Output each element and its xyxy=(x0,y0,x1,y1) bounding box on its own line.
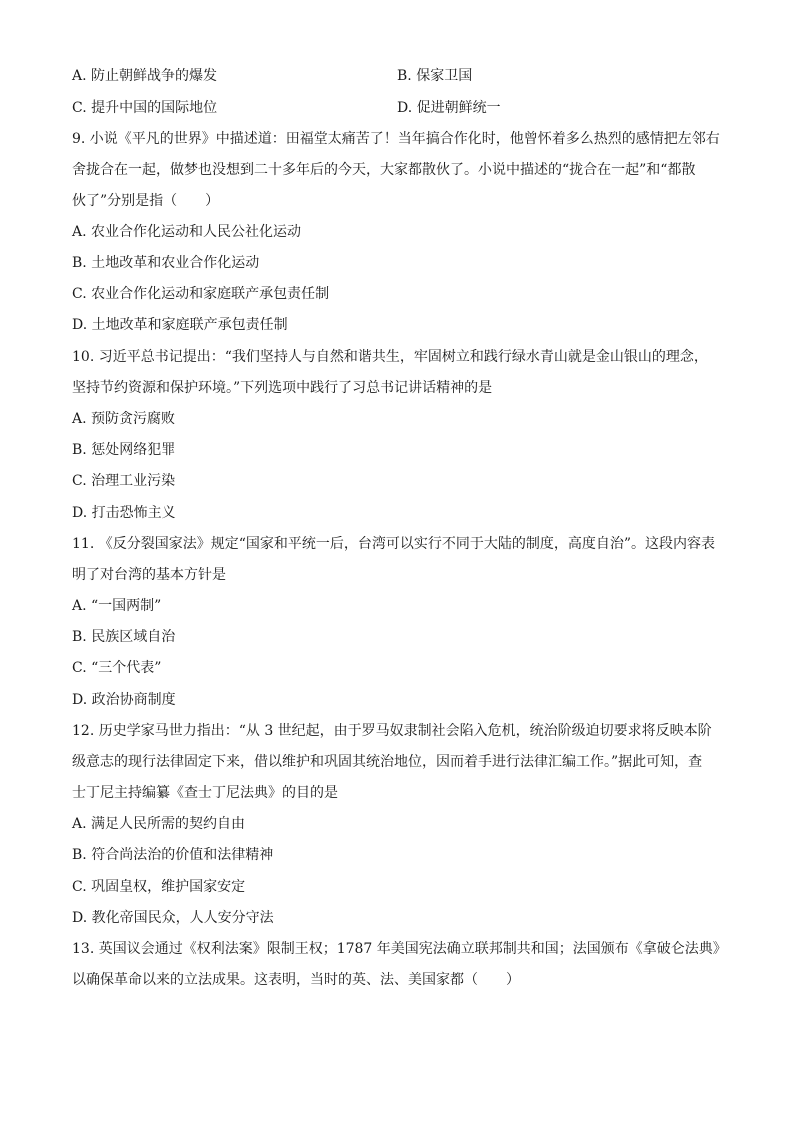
q12-option-d: D. 教化帝国民众，人人安分守法 xyxy=(72,910,274,926)
q12-stem-line-2: 级意志的现行法律固定下来，借以维护和巩固其统治地位，因而着手进行法律汇编工作。”据此可知，查 xyxy=(72,754,703,770)
q10-option-a: A. 预防贪污腐败 xyxy=(72,411,176,427)
q9-stem-line-3: 伙了”分别是指（ ） xyxy=(72,193,220,209)
q12-option-c: C. 巩固皇权，维护国家安定 xyxy=(72,879,246,895)
q9-stem-line-2: 舍拢合在一起，做梦也没想到二十多年后的今天，大家都散伙了。小说中描述的“拢合在一起”和“都散 xyxy=(72,162,696,178)
q9-option-b: B. 土地改革和农业合作化运动 xyxy=(72,255,260,271)
q13-stem-line-2: 以确保革命以来的立法成果。这表明，当时的英、法、美国家都（ ） xyxy=(72,972,520,988)
q11-option-c: C. “三个代表” xyxy=(72,660,162,676)
q11-stem-line-2: 明了对台湾的基本方针是 xyxy=(72,567,226,583)
q9-option-a: A. 农业合作化运动和人民公社化运动 xyxy=(72,224,302,240)
q8-option-b: B. 保家卫国 xyxy=(397,68,473,84)
q10-stem-line-2: 坚持节约资源和保护环境。”下列选项中践行了习总书记讲话精神的是 xyxy=(72,380,493,396)
q9-option-c: C. 农业合作化运动和家庭联产承包责任制 xyxy=(72,286,330,302)
q9-option-d: D. 土地改革和家庭联产承包责任制 xyxy=(72,317,288,333)
q13-stem-line-1: 13. 英国议会通过《权利法案》限制王权；1787 年美国宪法确立联邦制共和国；法国颁布《拿破仑法典》 xyxy=(72,941,727,957)
q12-option-b: B. 符合尚法治的价值和法律精神 xyxy=(72,847,274,863)
q11-option-b: B. 民族区域自治 xyxy=(72,629,176,645)
q8-option-c: C. 提升中国的国际地位 xyxy=(72,100,218,116)
q9-stem-line-1: 9. 小说《平凡的世界》中描述道：田福堂太痛苦了！当年搞合作化时，他曾怀着多么热烈的感情把左邻右 xyxy=(72,131,720,147)
q11-stem-line-1: 11. 《反分裂国家法》规定“国家和平统一后，台湾可以实行不同于大陆的制度，高度自治”。这段内容表 xyxy=(72,536,716,552)
q12-stem-line-3: 士丁尼主持编纂《查士丁尼法典》的目的是 xyxy=(72,785,338,801)
q12-option-a: A. 满足人民所需的契约自由 xyxy=(72,816,246,832)
q8-option-a: A. 防止朝鲜战争的爆发 xyxy=(72,68,218,84)
q11-option-a: A. “一国两制” xyxy=(72,598,162,614)
q12-stem-line-1: 12. 历史学家马世力指出：“从 3 世纪起，由于罗马奴隶制社会陷入危机，统治阶级迫切要求将反映本阶 xyxy=(72,723,712,739)
q10-option-b: B. 惩处网络犯罪 xyxy=(72,442,176,458)
q10-option-d: D. 打击恐怖主义 xyxy=(72,505,176,521)
q10-stem-line-1: 10. 习近平总书记提出：“我们坚持人与自然和谐共生，牢固树立和践行绿水青山就是金山银山的理念， xyxy=(72,349,708,365)
q11-option-d: D. 政治协商制度 xyxy=(72,692,176,708)
q10-option-c: C. 治理工业污染 xyxy=(72,473,176,489)
q8-option-d: D. 促进朝鲜统一 xyxy=(397,100,501,116)
